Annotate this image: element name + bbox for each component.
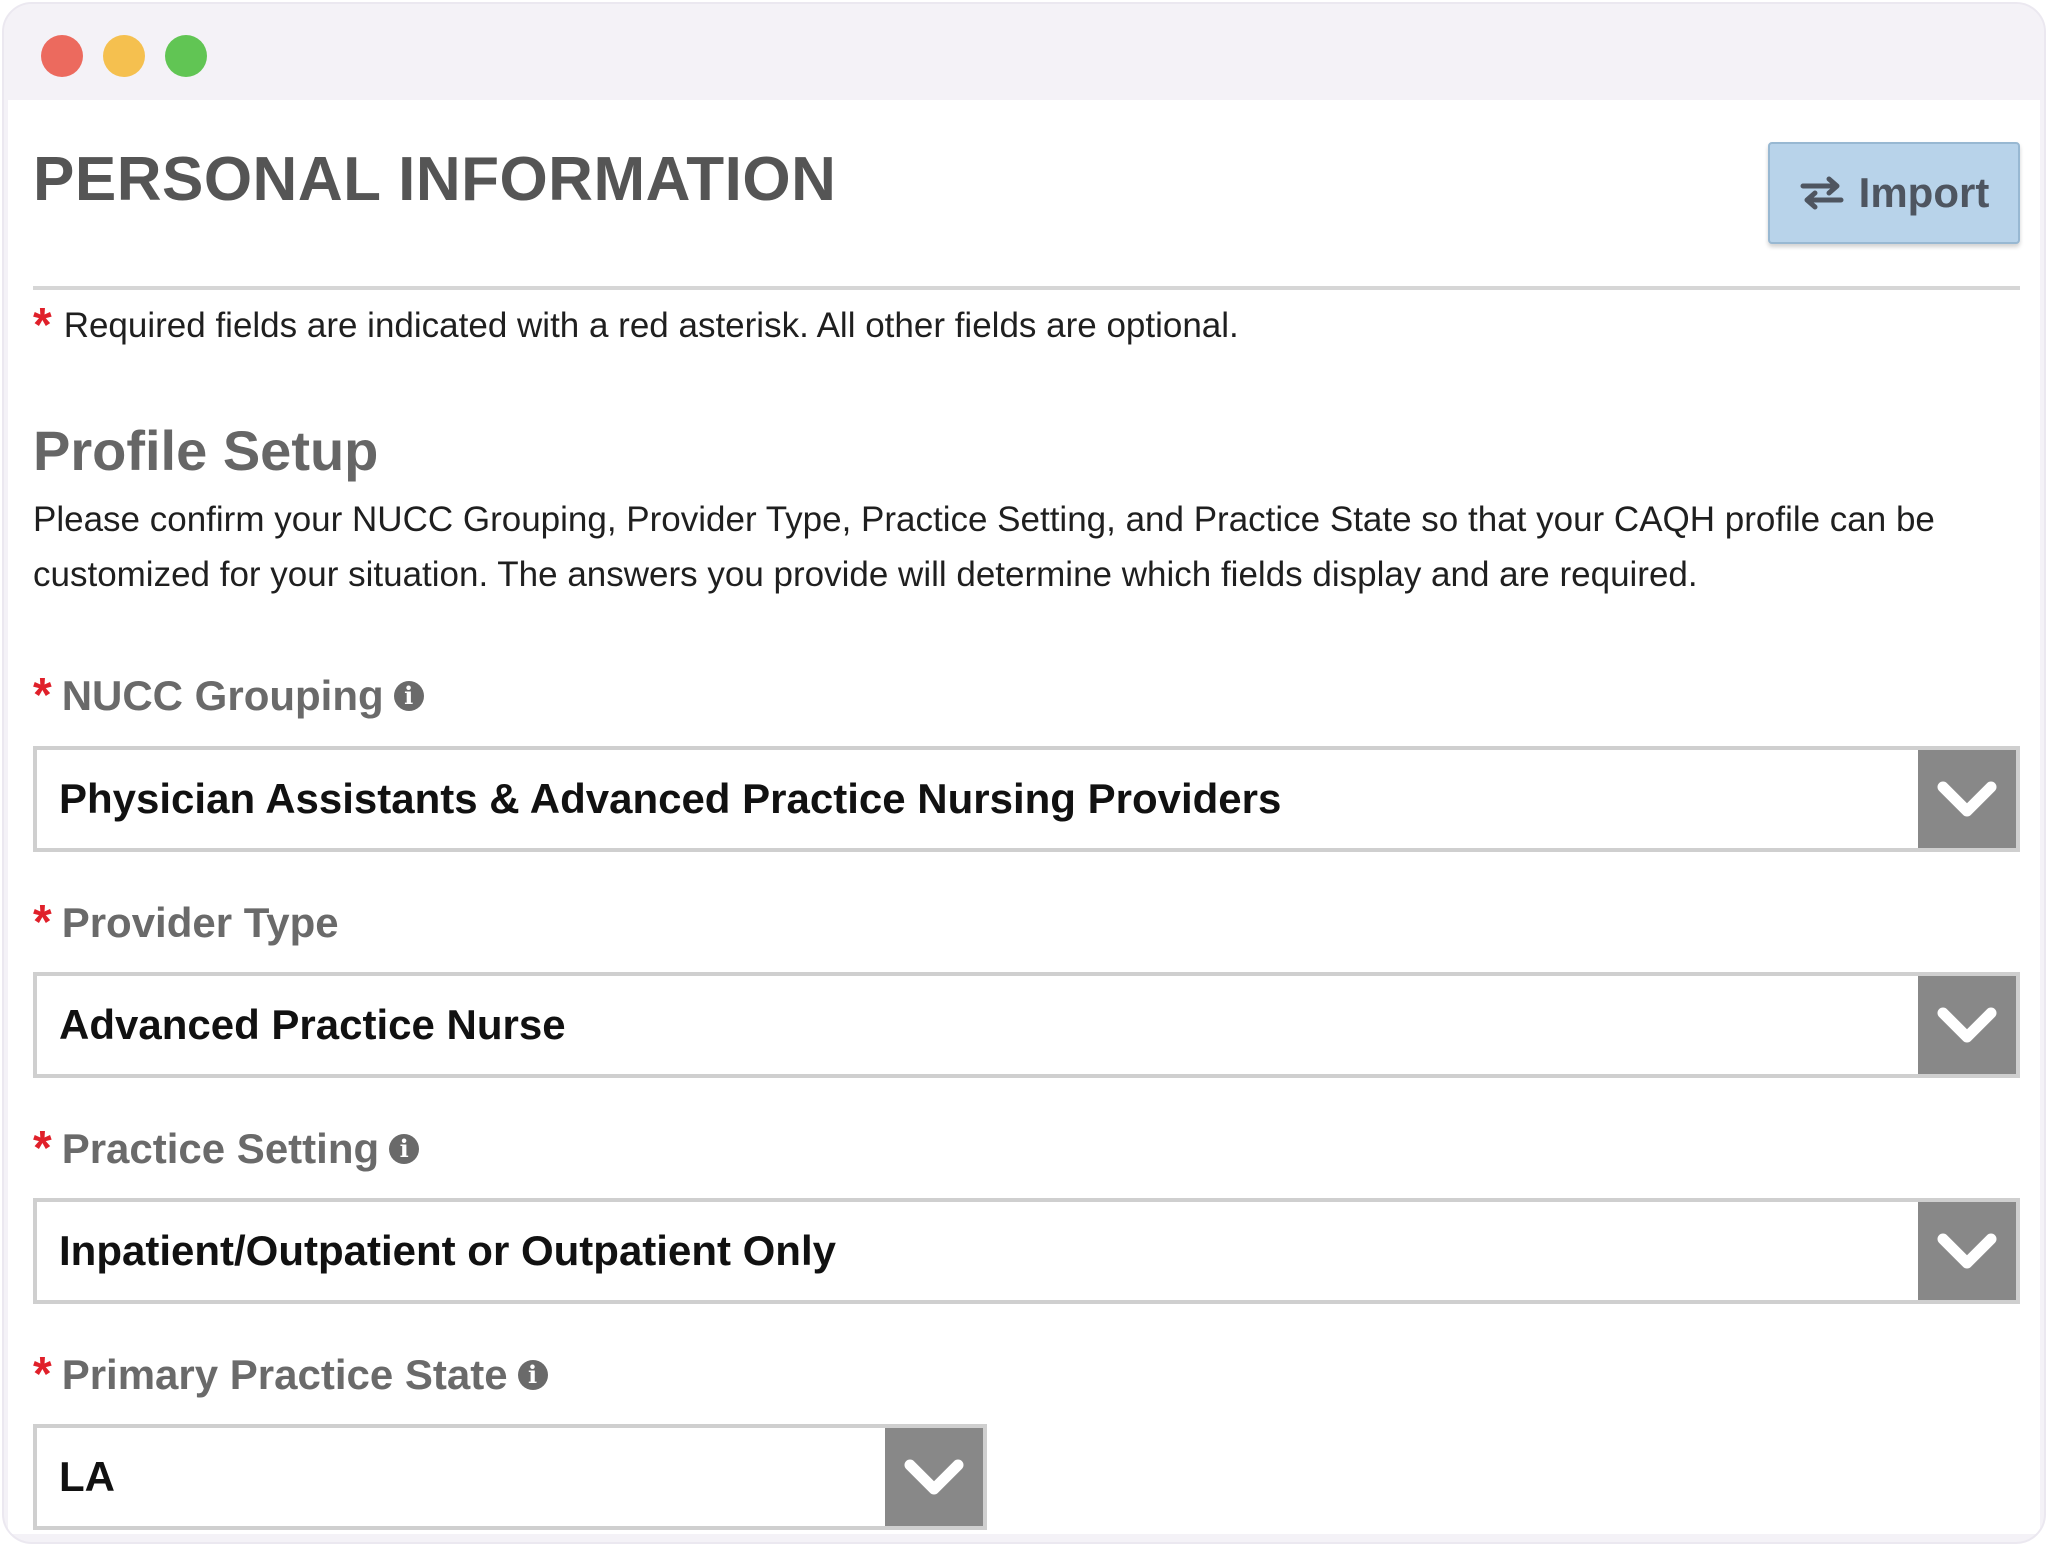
info-icon[interactable]: i (518, 1360, 548, 1390)
browser-window (2, 2, 2046, 1544)
asterisk-icon: * (33, 896, 52, 949)
chevron-down-icon[interactable] (1918, 750, 2016, 848)
asterisk-icon: * (33, 299, 52, 352)
info-icon[interactable]: i (394, 681, 424, 711)
nucc-grouping-label-text: NUCC Grouping (61, 672, 384, 719)
swap-arrows-icon (1799, 176, 1845, 210)
import-button-label: Import (1858, 169, 1990, 216)
practice-setting-select[interactable] (33, 1198, 2020, 1304)
page-title: PERSONAL INFORMATION (33, 145, 837, 214)
provider-type-label (33, 896, 339, 949)
provider-type-value: Advanced Practice Nurse (59, 1001, 566, 1048)
practice-setting-value: Inpatient/Outpatient or Outpatient Only (59, 1227, 836, 1274)
required-fields-note-text: Required fields are indicated with a red asterisk. All other fields are optional. (63, 306, 1239, 345)
primary-practice-state-select[interactable] (33, 1424, 987, 1530)
asterisk-icon: * (33, 1348, 52, 1401)
chevron-down-icon[interactable] (1918, 1202, 2016, 1300)
primary-practice-state-value: LA (59, 1453, 115, 1500)
practice-setting-label (33, 1122, 419, 1175)
page-content (8, 100, 2040, 1534)
nucc-grouping-label (33, 669, 424, 722)
window-close-button[interactable] (41, 35, 83, 77)
primary-practice-state-label (33, 1348, 548, 1401)
info-icon[interactable]: i (389, 1134, 419, 1164)
window-titlebar (4, 4, 2044, 100)
chevron-down-icon[interactable] (885, 1428, 983, 1526)
window-minimize-button[interactable] (103, 35, 145, 77)
nucc-grouping-select[interactable] (33, 746, 2020, 852)
section-description: Please confirm your NUCC Grouping, Provider Type, Practice Setting, and Practice State so that your CAQH profile can be customized for your situation. The answers you provide will determine which fields display and are required. (33, 500, 1935, 594)
chevron-down-icon[interactable] (1918, 976, 2016, 1074)
primary-practice-state-label-text: Primary Practice State (61, 1351, 508, 1398)
asterisk-icon: * (33, 1122, 52, 1175)
window-zoom-button[interactable] (165, 35, 207, 77)
provider-type-label-text: Provider Type (61, 899, 339, 946)
section-title: Profile Setup (33, 419, 379, 482)
asterisk-icon: * (33, 669, 52, 722)
nucc-grouping-value: Physician Assistants & Advanced Practice Nursing Providers (59, 775, 1282, 822)
provider-type-select[interactable] (33, 972, 2020, 1078)
title-divider (33, 286, 2020, 290)
practice-setting-label-text: Practice Setting (61, 1125, 380, 1172)
required-fields-note (33, 299, 1239, 352)
import-button[interactable] (1768, 142, 2020, 244)
